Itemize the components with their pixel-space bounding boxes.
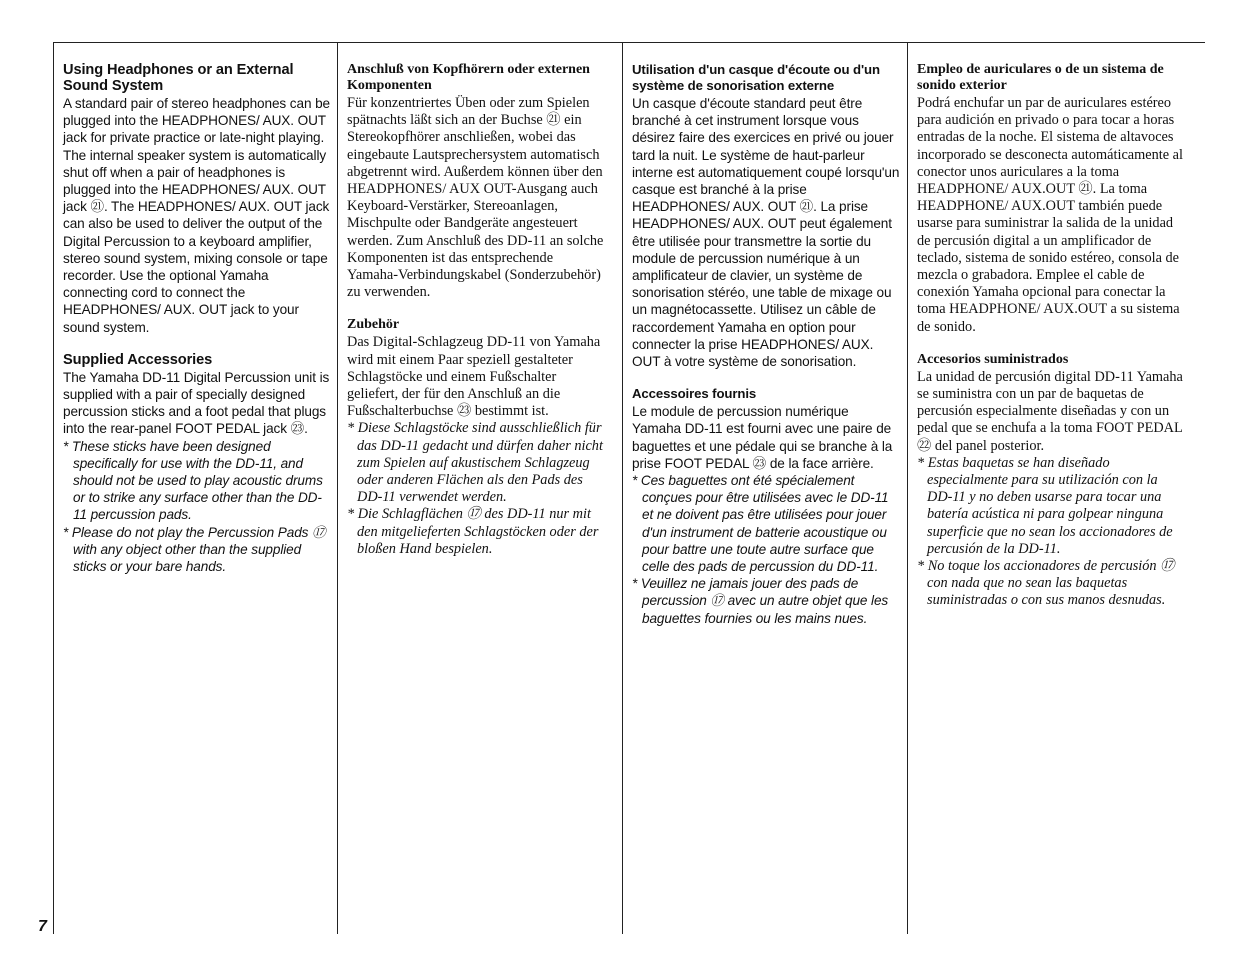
paragraph: Un casque d'écoute standard peut être branché à cet instrument lorsque vous désirez faire des exercices en privé ou jouer tard la nuit. Le système de haut-parleur interne est automatiquement coupé lorsqu'un casque est branché à la prise HEADPHONES/ AUX. OUT ㉑. La prise HEADPHONES/ AUX. OUT peut également être utilisée pour transmettre la sortie du module de percussion numérique à un amplificateur de clavier, un système de sonorisation stéréo, une table de mixage ou un magnétocassette. Utilisez un câble de raccordement Yamaha en option pour connecter la prise HEADPHONES/ AUX. OUT à votre système de sonorisation. [632, 96, 900, 370]
section-heading: Accesorios suministrados [917, 351, 1069, 367]
paragraph: Le module de percussion numérique Yamaha DD-11 est fourni avec une paire de baguettes et une pédale qui se branche à la prise FOOT PEDAL ㉓ de la face arrière. [632, 404, 893, 471]
page-number: 7 [38, 918, 47, 935]
note: * Diese Schlagstöcke sind ausschließlich für das DD-11 gedacht und dürfen daher nicht zum Spielen auf akustischem Schlagzeug oder anderen Flächen als den Pads des DD-11 verwendet werden. [347, 420, 603, 506]
paragraph: Podrá enchufar un par de auriculares estéreo para audición en privado o para tocar a horas entradas de la noche. El sistema de altavoces incorporado se desconecta automáticamente al conector unos auriculares a la toma HEADPHONE/ AUX.OUT ㉑. La toma HEADPHONE/ AUX.OUT también puede usarse para suministrar la salida de la unidad de percusión digital a un amplificador de teclado, sistema de sonido estéreo, consola de mezcla o grabadora. Emplee el cable de conexión Yamaha opcional para conectar la toma HEADPHONE/ AUX.OUT a su sistema de sonido. [917, 95, 1183, 335]
spanish-column [917, 62, 1185, 610]
german-column [347, 62, 607, 558]
paragraph: The Yamaha DD-11 Digital Percussion unit is supplied with a pair of specially designed percussion sticks and a foot pedal that plugs into the rear-panel FOOT PEDAL jack ㉓. [63, 369, 330, 437]
note: * Die Schlagflächen ⑰ des DD-11 nur mit den mitgelieferten Schlagstöcken oder der bloßen Hand bespielen. [347, 506, 599, 557]
paragraph: Das Digital-Schlagzeug DD-11 von Yamaha wird mit einem Paar speziell gestalteter Schlagstöcke und einem Fußschalter geliefert, der für den Anschluß an die Fußschalterbuchse ㉓ bestimmt ist. [347, 334, 601, 420]
note: * Estas baquetas se han diseñado especialmente para su utilización con la DD-11 y no deben usarse para tocar una batería acústica ni para golpear ninguna superficie que no sean los accionadores de percusión de la DD-11. [917, 454, 1173, 557]
section-heading: Zubehör [347, 317, 400, 333]
section-heading: Supplied Accessories [63, 351, 213, 368]
note: * Ces baguettes ont été spécialement conçues pour être utilisées avec le DD-11 et ne doivent pas être utilisées pour jouer d'un instrument de batterie acoustique ou pour battre une toute autre surface que celle des pads de percussion du DD-11. [632, 473, 889, 575]
paragraph: Für konzentriertes Üben oder zum Spielen spätnachts läßt sich an der Buchse ㉑ ein Stereokopfhörer anschließen, wobei das eingebaute Lautsprechersystem automatisch abgetrennt wird. Außerdem können über den HEADPHONES/ AUX OUT-Ausgang auch Keyboard-Verstärker, Stereoanlagen, Mischpulte oder Bandgeräte angesteuert werden. Zum Anschluß des DD-11 an solche Komponenten ist das entsprechende Yamaha-Verbindungskabel (Sonderzubehör) zu verwenden. [347, 95, 604, 301]
column-divider [337, 42, 338, 934]
section-heading: Anschluß von Kopfhörern oder externen Komponenten [347, 62, 590, 93]
paragraph: A standard pair of stereo headphones can be plugged into the HEADPHONES/ AUX. OUT jack for private practice or late-night playing. The internal speaker system is automatically shut off when a pair of headphones is plugged into the HEADPHONES/ AUX. OUT jack ㉑. The HEADPHONES/ AUX. OUT jack can also be used to deliver the output of the Digital Percussion to a keyboard amplifier, stereo sound system, mixing console or tape recorder. Use the optional Yamaha connecting cord to connect the HEADPHONES/ AUX. OUT jack to your sound system. [63, 96, 331, 335]
note: * These sticks have been designed specifically for use with the DD-11, and should not be used to play acoustic drums or to strike any surface other than the DD-11 percussion pads. [63, 438, 323, 523]
english-column [63, 62, 333, 575]
top-rule [53, 42, 1205, 43]
section-heading: Accessoires fournis [632, 386, 757, 402]
note: * No toque los accionadores de percusión ⑰ con nada que no sean las baquetas suministradas o con sus manos desnudas. [917, 558, 1175, 609]
column-divider [907, 42, 908, 934]
section-heading: Utilisation d'un casque d'écoute ou d'un système de sonorisation externe [632, 62, 880, 93]
paragraph: La unidad de percusión digital DD-11 Yamaha se suministra con un par de baquetas de percusión especialmente diseñadas y con un pedal que se enchufa a la toma FOOT PEDAL ㉒ del panel posterior. [917, 368, 1183, 454]
french-column [632, 62, 900, 627]
section-heading: Using Headphones or an External Sound System [63, 62, 294, 94]
column-divider [622, 42, 623, 934]
section-heading: Empleo de auriculares o de un sistema de sonido exterior [917, 62, 1164, 93]
note: * Please do not play the Percussion Pads ⑰ with any object other than the supplied sticks or your bare hands. [63, 524, 326, 575]
column-divider [53, 42, 54, 934]
note: * Veuillez ne jamais jouer des pads de percussion ⑰ avec un autre objet que les baguettes fournies ou les mains nues. [632, 576, 889, 626]
